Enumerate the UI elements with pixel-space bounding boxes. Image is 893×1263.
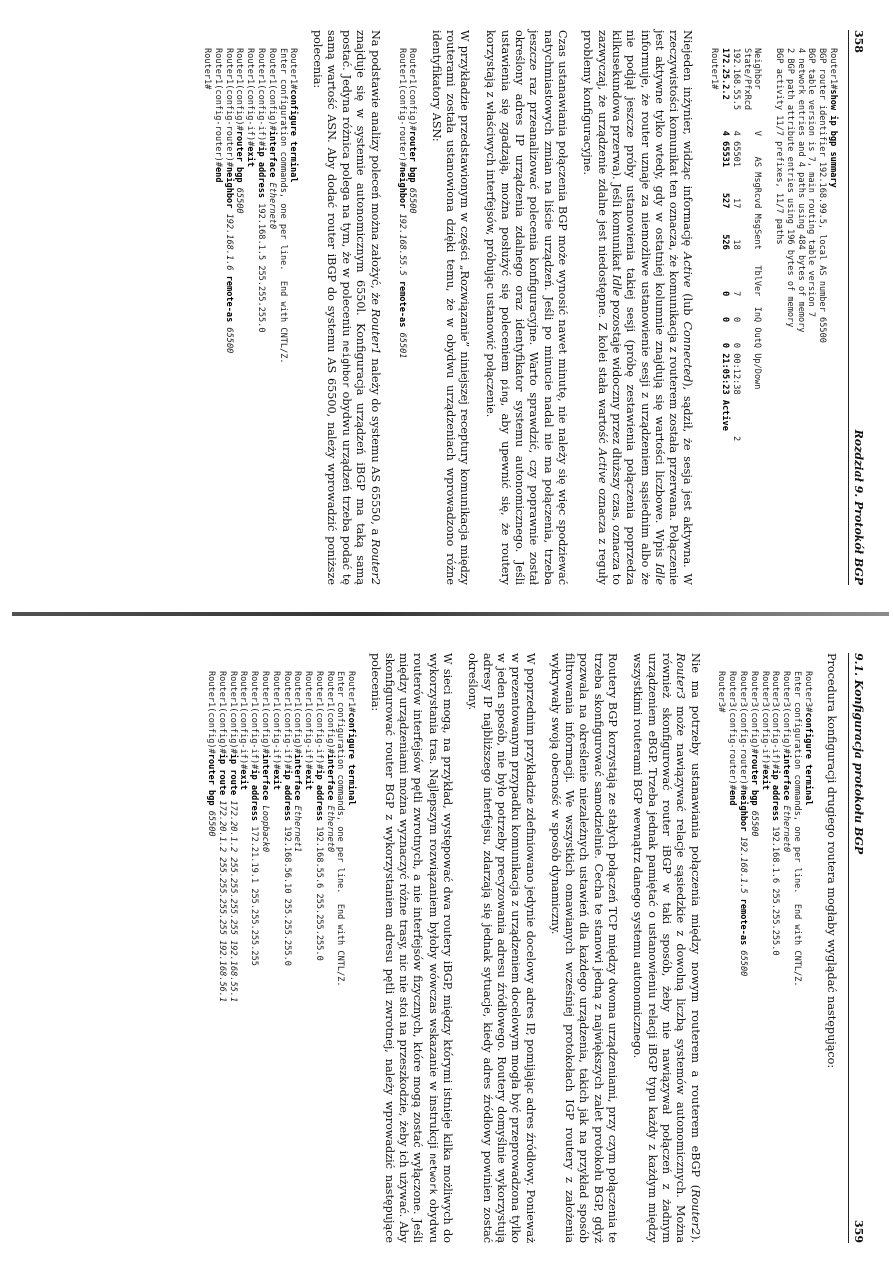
- code-block-bgp-summary: Router1#show ip bgp summary BGP router identifier 192.168.99.5, local AS number 65500 BGP table version is 7, main routing table version 7 4 network entries and 4 paths using 484 bytes of memory 2 BGP path attribute entries using 196 bytes of memory BGP activity 11/7 prefixes, 11/7 paths Neighbor V AS MsgRcvd MsgSent TblVer InQ OutQ Up/Down State/PfxRcd 192.168.55.5 4 65501 17 18 7 0 0 00:12:38 2 172.25.2.2 4 65531 527 526 0 0 0 21:05:23 Active Router1#: [709, 48, 838, 442]
- code-block-ibgp-router1: Router1#configure terminal Enter configuration commands, one per line. End with CNTL/Z. Router1(config)#interface Ethernet0 Router1(config-if)#ip address 192.168.1.5 255.255.255.0 Router1(config-if)#exit Router1(config)#router bgp 65500 Router1(config-router)#neighbor 192.168.1.6 remote-as 65500 Router1(config-router)#end Router1#: [201, 48, 299, 364]
- paragraph: Na podstawie analizy poleceń można założyć, że Router1 należy do systemu AS 65550, a Router2 znajduje się w systemie autonomicznym 6550l. Konfiguracja urządzeń iBGP ma taką samą postać. Jedyna różnica polega na tym, że w poleceniu neighbor obydwu urządzeń trzeba podać tę samą wartość ASN. Aby dodać router iBGP do systemu AS 65500, należy wprowadzić poniższe polecenia:: [310, 30, 382, 585]
- bgp-table-header: Neighbor V AS MsgRcvd MsgSent TblVer InQ OutQ Up/Down: [752, 48, 763, 390]
- paragraph: Routery BGP korzystają ze stałych połączeń TCP między dwoma urządzeniami, przy czym połączenia te trzeba skonfigurować samodzielnie. Cecha te stanowi jedną z największych zalet protokołu BGP, gdyż pozwala na określenie niezależnych ustawień dla każdego urządzenia, takich jak na przykład sposób filtrowania informacji. We wszystkich omawianych wcześniej protokołach IGP routery z założenia wykrywały swoją obecność w sposób dynamiczny.: [548, 653, 620, 1243]
- paragraph: Nie ma potrzeby ustanawiania połączenia między nowym routerem a routerem eBGP (Router2). Router3 może nawiązywać relacje sąsiedzkie z dowolną liczbą systemów autonomicznych. Można również skonfigurować router iBGP w taki sposób, żeby nie nawiązywał połączeń z żadnym urządzeniem eBGP. Trzeba jednak pamiętać o ustanowieniu relacji iBGP typu każdy z każdym między wszystkimi routerami BGP wewnątrz danego systemu autonomicznego.: [631, 653, 702, 1243]
- page-358: [0, 0, 893, 605]
- paragraph: W przykładzie przedstawionym w części „Rozwiązanie” niniejszej receptury komunikacja między routerami została ustanowiona dzięki temu, że w obydwu urządzeniach wprowadzono różne identyfikatory ASN:: [429, 30, 472, 585]
- running-title: 9.1. Konfiguracja protokołu BGP: [852, 653, 865, 855]
- paragraph: Procedura konfiguracji drugiego routera mogłaby wyglądać następująco:: [825, 653, 838, 1069]
- right-page-scan: [0, 625, 893, 1263]
- page-number: 359: [852, 1220, 865, 1243]
- paragraph: W poprzednim przykładzie zdefiniowano jedynie docelowy adres IP, pomijając adres źródłowy. Ponieważ w prezentowanym przypadku komunikacja z urządzeniem docelowym mogła być przeprowadzona tylko w jeden sposób, nie było potrzeby precyzowania adresu źródłowego. Routery domyślnie wykorzystują adresy IP najbliższego interfejsu, zdarzają się jednak sytuacje, kiedy adres źródłowy powinien zostać określony.: [466, 653, 537, 1243]
- bgp-table-row: 172.25.2.2 4 65531 527 526 0 0 0 21:05:23 Active: [720, 48, 731, 431]
- code-block-router3: Router3#configure terminal Enter configuration commands, one per line. End with CNTL/Z. Router3(config)#interface Ethernet0 Router3(config-if)#ip address 192.168.1.6 255.255.255.0 Router3(config-if)#exit Router3(config)#router bgp 65500 Router3(config-router)#neighbor 192.168.1.5 remote-as 65500 Router3(config-router)#end Router3#: [716, 671, 813, 987]
- page-gutter: [12, 612, 889, 616]
- code-block-loopback: Router1#configure terminal Enter configuration commands, one per line. End with CNTL/Z. Router1(config)#interface Ethernet0 Router1(config-if)#ip address 192.168.55.6 255.255.255.0 Router1(config-if)#exit Router1(config)#interface Ethernet1 Router1(config-if)#ip address 192.168.56.10 255.255.255.0 Router1(config-if)#exit Router1(config)#interface Loopback0 Router1(config-if)#ip address 172.21.19.1 255.255.255.255 Router1(config-if)#exit Router1(config)#ip route 172.20.1.2 255.255.255.255 192.168.55.1 Router1(config)#ip route 172.20.1.2 255.255.255.255 192.168.56.1 Router1(config)#router bgp 65500: [205, 671, 357, 1003]
- running-title: Rozdział 9. Protokół BGP: [852, 429, 865, 585]
- running-header: [848, 653, 865, 1243]
- paragraph: Niejeden inżynier, widząc informację Active (lub Connected), sądził, że sesja jest aktywna. W rzeczywistości komunikat ten oznacza, że komunikacja z routerem została przerwana. Połączenie jest aktywne tylko wtedy, gdy w ostatniej kolumnie znajdują się wartości liczbowe. Wpis Idle informuje, że router uznaje za niemożliwe ustanowienie sesji z urządzeniem sąsiednim albo że nie podjął jeszcze próby ustanowienia takiej sesji (próbę zestawienia połączenia poprzedza kilkusekundowa przerwa). Jeśli komunikat Idle pozostaje widoczny przez dłuższy czas, oznacza to zazwyczaj, że urządzenie zdalne jest niedostępne. Z kolei stała wartość Active oznacza z reguły problemy konfiguracyjne.: [581, 30, 695, 586]
- left-page-scan: [0, 0, 893, 605]
- page-359: [0, 625, 893, 1263]
- code-block-asn: Router1(config)#router bgp 65500 Router1(config-router)#neighbor 192.168.55.5 remote-as 65501: [396, 48, 418, 359]
- paragraph: W sieci mogą, na przykład, występować dwa routery iBGP, między którymi istnieje kilka możliwych do wykorzystania tras. Najlepszym rozwiązaniem byłoby wówczas wskazanie w instrukcji network obydwu routerów interfejsów pętli zwrotnych, a nie interfejsów fizycznych, które mogą zostać wyłączone. Jeśli między urządzeniami można wyznaczyć różne trasy, nic nie stoi na przeszkodzie, żeby ich używać. Aby skonfigurować router BGP z wykorzystaniem adresu pętli zwrotnej, należy wprowadzić następujące polecenia:: [368, 653, 455, 1244]
- page-number: 358: [852, 30, 865, 53]
- running-header: [848, 30, 865, 585]
- paragraph: Czas ustanawiania połączenia BGP może wynosić nawet minutę, nie należy się więc spodziewać natychmiastowych zmian na liście urządzeń. Jeśli po minucie nadal nie ma połączenia, trzeba jeszcze raz przeanalizować polecenia konfiguracyjne. Warto sprawdzić, czy poprawnie został określony adres IP urządzenia zdalnego oraz identyfikator systemu autonomicznego. Jeśli ustawienia się zgadzają, można posłużyć się poleceniem ping, aby upewnić się, że routery korzystają z właściwych interfejsów, próbując ustanowić połączenie.: [483, 30, 570, 585]
- bgp-table-row: 192.168.55.5 4 65501 17 18 7 0 0 00:12:38 2: [730, 48, 741, 442]
